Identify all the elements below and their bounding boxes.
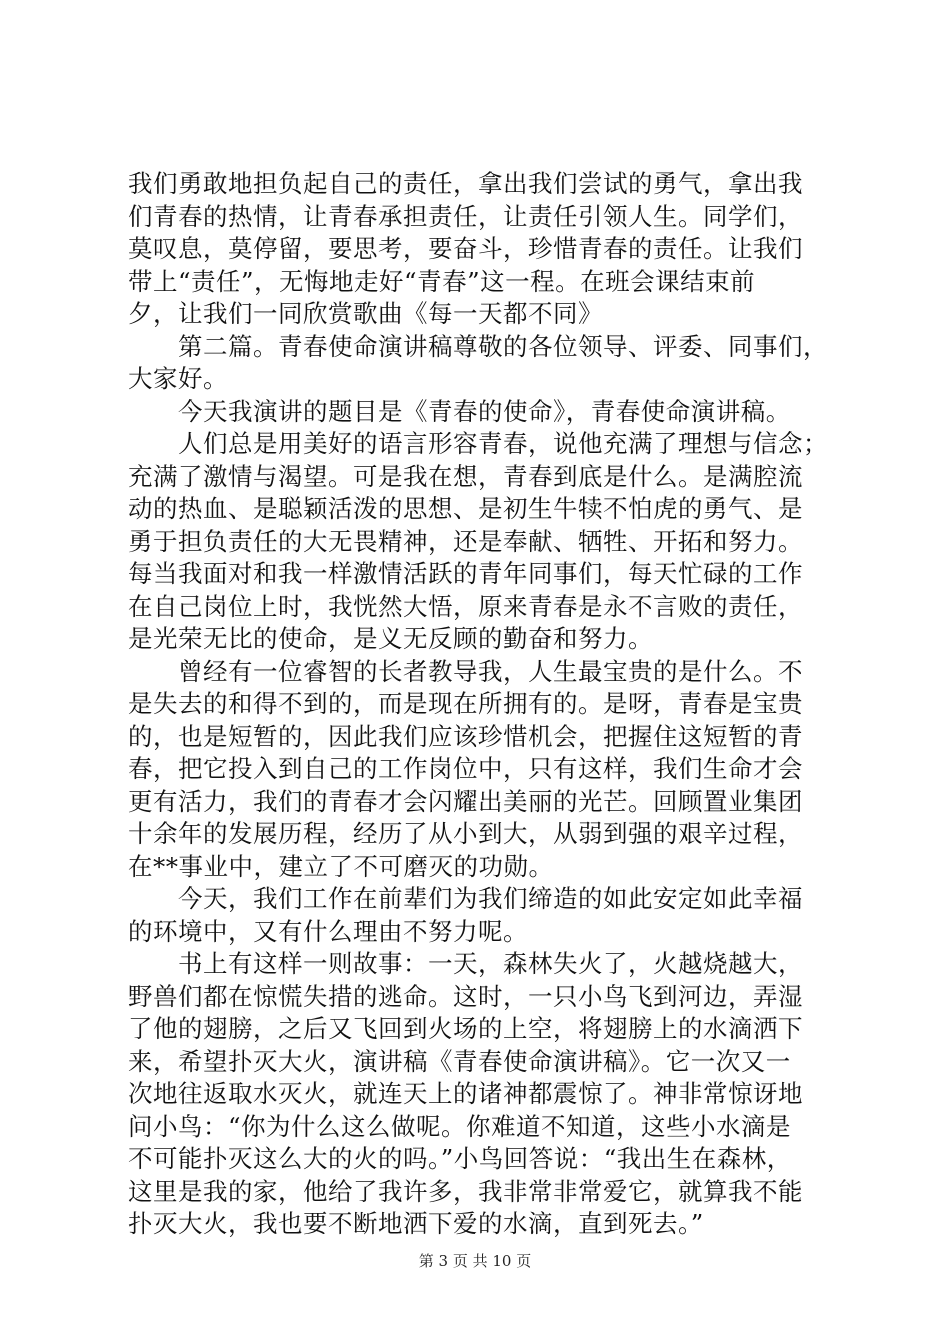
text-line: 充满了激情与渴望。可是我在想，青春到底是什么。是满腔流 (128, 461, 803, 491)
text-line: 问小鸟：“你为什么这么做呢。你难道不知道，这些小水滴是 (128, 1111, 792, 1141)
text-line: 是失去的和得不到的，而是现在所拥有的。是呀，青春是宝贵 (128, 689, 803, 718)
text-line: 大家好。 (128, 364, 228, 393)
text-line: 扑灭大火，我也要不断地洒下爱的水滴，直到死去。” (128, 1209, 704, 1238)
text-line: 春，把它投入到自己的工作岗位中，只有这样，我们生命才会 (128, 754, 803, 783)
text-line: 来，希望扑灭大火，演讲稿《青春使命演讲稿》。它一次又一 (128, 1046, 791, 1076)
text-line: 每当我面对和我一样激情活跃的青年同事们，每天忙碌的工作 (128, 559, 803, 588)
text-line: 夕，让我们一同欣赏歌曲《每一天都不同》 (128, 299, 603, 328)
text-line: 了他的翅膀，之后又飞回到火场的上空，将翅膀上的水滴洒下 (128, 1014, 803, 1043)
text-line: 今天我演讲的题目是《青春的使命》，青春使命演讲稿。 (178, 396, 791, 426)
text-line: 十余年的发展历程，经历了从小到大，从弱到强的艰辛过程， (128, 819, 803, 848)
text-line: 在**事业中，建立了不可磨灭的功勋。 (128, 851, 554, 881)
text-line: 今天，我们工作在前辈们为我们缔造的如此安定如此幸福 (178, 884, 803, 913)
text-line: 带上“责任”，无悔地走好“青春”这一程。在班会课结束前 (128, 266, 756, 296)
text-line: 第二篇。青春使命演讲稿尊敬的各位领导、评委、同事们， (178, 331, 828, 361)
text-line: 动的热血、是聪颖活泼的思想、是初生牛犊不怕虎的勇气、是 (128, 494, 803, 523)
text-line: 更有活力，我们的青春才会闪耀出美丽的光芒。回顾置业集团 (128, 786, 803, 816)
document-body (128, 168, 843, 1241)
text-line: 在自己岗位上时，我恍然大悟，原来青春是永不言败的责任， (128, 591, 803, 621)
text-line: 书上有这样一则故事：一天，森林失火了，火越烧越大， (178, 949, 803, 978)
text-line: 的，也是短暂的，因此我们应该珍惜机会，把握住这短暂的青 (128, 721, 803, 751)
text-line: 莫叹息，莫停留，要思考，要奋斗，珍惜青春的责任。让我们 (128, 234, 803, 263)
page-number-footer: 第 3 页 共 10 页 (418, 1252, 532, 1270)
text-line: 是光荣无比的使命，是义无反顾的勤奋和努力。 (128, 624, 653, 653)
text-line: 野兽们都在惊慌失措的逃命。这时，一只小鸟飞到河边，弄湿 (128, 981, 803, 1011)
text-line: 人们总是用美好的语言形容青春，说他充满了理想与信念； (178, 429, 828, 458)
text-line: 不可能扑灭这么大的火的吗。”小鸟回答说：“我出生在森林， (128, 1144, 792, 1173)
text-line: 们青春的热情，让青春承担责任，让责任引领人生。同学们， (128, 201, 803, 231)
text-line: 我们勇敢地担负起自己的责任，拿出我们尝试的勇气，拿出我 (128, 169, 803, 198)
text-line: 曾经有一位睿智的长者教导我，人生最宝贵的是什么。不 (178, 656, 803, 686)
text-line: 这里是我的家，他给了我许多，我非常非常爱它，就算我不能 (128, 1176, 803, 1206)
text-line: 勇于担负责任的大无畏精神，还是奉献、牺牲、开拓和努力。 (128, 526, 803, 556)
text-line: 的环境中，又有什么理由不努力呢。 (128, 916, 528, 946)
text-line: 次地往返取水灭火，就连天上的诸神都震惊了。神非常惊讶地 (128, 1079, 803, 1108)
